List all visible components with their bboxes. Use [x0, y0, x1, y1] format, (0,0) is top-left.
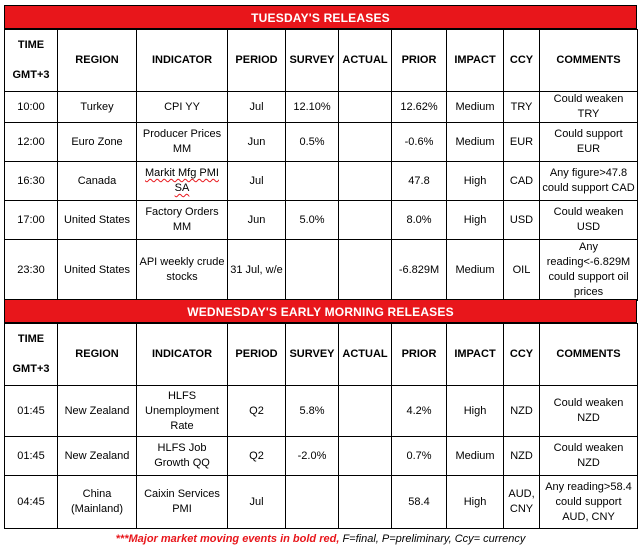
cell-ccy: NZD	[504, 386, 540, 437]
cell-time: 12:00	[5, 123, 58, 162]
cell-impact: Medium	[447, 437, 504, 476]
cell-time: 16:30	[5, 162, 58, 201]
cell-region: United States	[58, 240, 137, 301]
cell-comments: Could weaken NZD	[540, 437, 638, 476]
cell-survey	[286, 476, 339, 529]
cell-indicator: Producer Prices MM	[137, 123, 228, 162]
footnote-legend: F=final, P=preliminary, Ccy= currency	[339, 533, 526, 545]
col-header-prior: PRIOR	[392, 324, 447, 386]
col-header-time: TIME GMT+3	[5, 324, 58, 386]
cell-prior: 12.62%	[392, 92, 447, 123]
cell-actual	[339, 437, 392, 476]
table-row	[5, 386, 638, 437]
cell-ccy: EUR	[504, 123, 540, 162]
table-row	[5, 123, 638, 162]
cell-comments: Could weaken TRY	[540, 92, 638, 123]
cell-region: New Zealand	[58, 437, 137, 476]
tuesday-table	[4, 29, 638, 301]
cell-survey: -2.0%	[286, 437, 339, 476]
cell-survey: 0.5%	[286, 123, 339, 162]
cell-indicator: Markit Mfg PMI SA	[137, 162, 228, 201]
cell-comments: Any reading>58.4 could support AUD, CNY	[540, 476, 638, 529]
cell-actual	[339, 476, 392, 529]
cell-period: 31 Jul, w/e	[228, 240, 286, 301]
cell-impact: High	[447, 201, 504, 240]
col-header-region: REGION	[58, 324, 137, 386]
cell-prior: 8.0%	[392, 201, 447, 240]
cell-impact: Medium	[447, 92, 504, 123]
col-header-actual: ACTUAL	[339, 30, 392, 92]
cell-comments: Any reading<-6.829M could support oil prices	[540, 240, 638, 301]
table-header-row	[5, 30, 638, 92]
cell-time: 04:45	[5, 476, 58, 529]
col-header-impact: IMPACT	[447, 30, 504, 92]
col-header-time: TIME GMT+3	[5, 30, 58, 92]
cell-comments: Could weaken NZD	[540, 386, 638, 437]
cell-comments: Could weaken USD	[540, 201, 638, 240]
cell-ccy: USD	[504, 201, 540, 240]
cell-impact: High	[447, 476, 504, 529]
cell-time: 17:00	[5, 201, 58, 240]
cell-time: 23:30	[5, 240, 58, 301]
wednesday-releases-section	[4, 299, 637, 529]
cell-region: Euro Zone	[58, 123, 137, 162]
cell-prior: 4.2%	[392, 386, 447, 437]
cell-period: Jun	[228, 123, 286, 162]
table-row	[5, 437, 638, 476]
cell-indicator: CPI YY	[137, 92, 228, 123]
cell-actual	[339, 92, 392, 123]
cell-region: China (Mainland)	[58, 476, 137, 529]
table-header-row	[5, 324, 638, 386]
col-header-period: PERIOD	[228, 30, 286, 92]
cell-impact: High	[447, 162, 504, 201]
cell-ccy: NZD	[504, 437, 540, 476]
cell-impact: High	[447, 386, 504, 437]
cell-prior: 58.4	[392, 476, 447, 529]
cell-ccy: AUD, CNY	[504, 476, 540, 529]
cell-survey: 12.10%	[286, 92, 339, 123]
cell-indicator: Factory Orders MM	[137, 201, 228, 240]
cell-survey: 5.8%	[286, 386, 339, 437]
cell-region: Canada	[58, 162, 137, 201]
col-header-survey: SURVEY	[286, 30, 339, 92]
table-row	[5, 240, 638, 301]
col-header-actual: ACTUAL	[339, 324, 392, 386]
wednesday-banner: WEDNESDAY'S EARLY MORNING RELEASES	[4, 299, 637, 323]
cell-period: Q2	[228, 386, 286, 437]
col-header-comments: COMMENTS	[540, 324, 638, 386]
cell-ccy: CAD	[504, 162, 540, 201]
cell-prior: -0.6%	[392, 123, 447, 162]
cell-region: Turkey	[58, 92, 137, 123]
cell-time: 10:00	[5, 92, 58, 123]
cell-actual	[339, 240, 392, 301]
cell-survey: 5.0%	[286, 201, 339, 240]
cell-prior: 47.8	[392, 162, 447, 201]
cell-region: New Zealand	[58, 386, 137, 437]
table-row	[5, 92, 638, 123]
cell-period: Jul	[228, 476, 286, 529]
cell-actual	[339, 123, 392, 162]
cell-time: 01:45	[5, 437, 58, 476]
cell-impact: Medium	[447, 123, 504, 162]
cell-impact: Medium	[447, 240, 504, 301]
col-header-survey: SURVEY	[286, 324, 339, 386]
cell-actual	[339, 201, 392, 240]
cell-survey	[286, 162, 339, 201]
tuesday-releases-section	[4, 5, 637, 301]
cell-indicator: HLFS Job Growth QQ	[137, 437, 228, 476]
cell-actual	[339, 162, 392, 201]
cell-period: Jul	[228, 162, 286, 201]
cell-ccy: OIL	[504, 240, 540, 301]
cell-indicator: API weekly crude stocks	[137, 240, 228, 301]
footnote-highlight: ***Major market moving events in bold red,	[115, 533, 340, 545]
cell-comments: Any figure>47.8 could support CAD	[540, 162, 638, 201]
cell-region: United States	[58, 201, 137, 240]
col-header-impact: IMPACT	[447, 324, 504, 386]
wednesday-table	[4, 323, 638, 529]
col-header-indicator: INDICATOR	[137, 324, 228, 386]
cell-period: Jun	[228, 201, 286, 240]
footnote	[0, 533, 641, 545]
cell-period: Jul	[228, 92, 286, 123]
col-header-region: REGION	[58, 30, 137, 92]
col-header-prior: PRIOR	[392, 30, 447, 92]
cell-indicator: HLFS Unemployment Rate	[137, 386, 228, 437]
col-header-ccy: CCY	[504, 30, 540, 92]
cell-ccy: TRY	[504, 92, 540, 123]
table-row	[5, 162, 638, 201]
table-row	[5, 201, 638, 240]
col-header-ccy: CCY	[504, 324, 540, 386]
cell-comments: Could support EUR	[540, 123, 638, 162]
cell-prior: -6.829M	[392, 240, 447, 301]
cell-time: 01:45	[5, 386, 58, 437]
col-header-indicator: INDICATOR	[137, 30, 228, 92]
col-header-comments: COMMENTS	[540, 30, 638, 92]
cell-prior: 0.7%	[392, 437, 447, 476]
cell-indicator: Caixin Services PMI	[137, 476, 228, 529]
tuesday-banner: TUESDAY'S RELEASES	[4, 5, 637, 29]
cell-period: Q2	[228, 437, 286, 476]
cell-actual	[339, 386, 392, 437]
table-row	[5, 476, 638, 529]
col-header-period: PERIOD	[228, 324, 286, 386]
cell-survey	[286, 240, 339, 301]
